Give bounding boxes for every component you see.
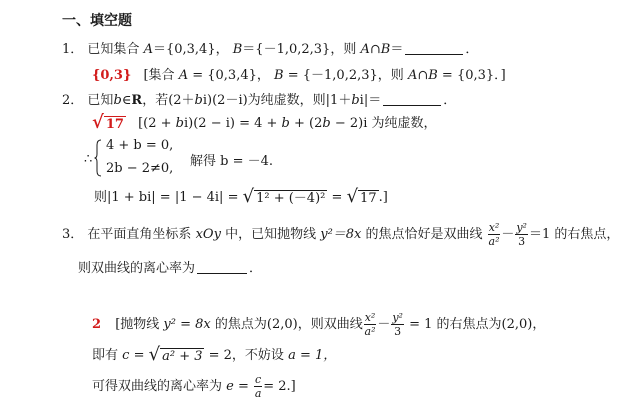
answer-value: 2 (92, 317, 102, 332)
solve-text: 解得 b = －4. (190, 154, 274, 169)
answer-value: {0,3} (92, 68, 132, 83)
answer-value: √ 17 (92, 112, 124, 133)
question-3-line-2: 则双曲线的离心率为 ． (78, 261, 263, 276)
question-3: 3． 在平面直角坐标系 xOy 中，已知抛物线 y²＝8x 的焦点恰好是双曲线 $\frac{\text{x²}}{\text{a²}}$ － $\frac{\text{y²}}{3}$ ＝1 的右焦点， (62, 221, 620, 248)
answer-3-line-3: 可得双曲线的离心率为 e = $\frac{c}{a}$ = 2.] (92, 373, 296, 400)
answer-blank[interactable] (405, 42, 463, 55)
answer-2: √ 17 [(2 + bi)(2 − i) = 4 + b + (2b − 2)i 为纯虚数， (92, 112, 437, 133)
question-number: 3． (62, 227, 84, 242)
therefore-symbol: ∴ (84, 152, 93, 167)
answer-blank[interactable] (197, 261, 247, 274)
section-title: 一、填空题 (62, 13, 132, 29)
answer-3: 2 [抛物线 y² = 8x 的焦点为(2,0)，则双曲线 $\frac{\text{x²}}{\text{a²}}$ － $\frac{\text{y²}}{3}$ = 1 的右焦点为(2,0)， (92, 311, 546, 338)
left-brace-icon (94, 139, 102, 177)
question-number: 1． (62, 42, 84, 57)
case-line-2: 2b − 2≠0, (106, 161, 174, 176)
answer-blank[interactable] (383, 93, 441, 106)
modulus-line: 则|1 + bi| = |1 − 4i| = √ 1² + (－4)² = √ 17 .] (94, 186, 388, 207)
answer-1: {0,3} [集合 A = {0,3,4}， B = {－1,0,2,3}，则 A∩B = {0,3}．] (92, 68, 506, 83)
case-line-1: 4 + b = 0, (106, 138, 174, 153)
question-2: 2． 已知b∈R，若(2＋bi)(2－i)为纯虚数，则|1＋bi|＝ ． (62, 93, 457, 108)
question-1: 1． 已知集合 A＝{0,3,4}， B＝{－1,0,2,3}，则 A∩B＝ ． (62, 42, 479, 57)
question-number: 2． (62, 93, 84, 108)
answer-3-line-2: 即有 c = √ a² + 3 = 2，不妨设 a = 1， (92, 344, 337, 365)
